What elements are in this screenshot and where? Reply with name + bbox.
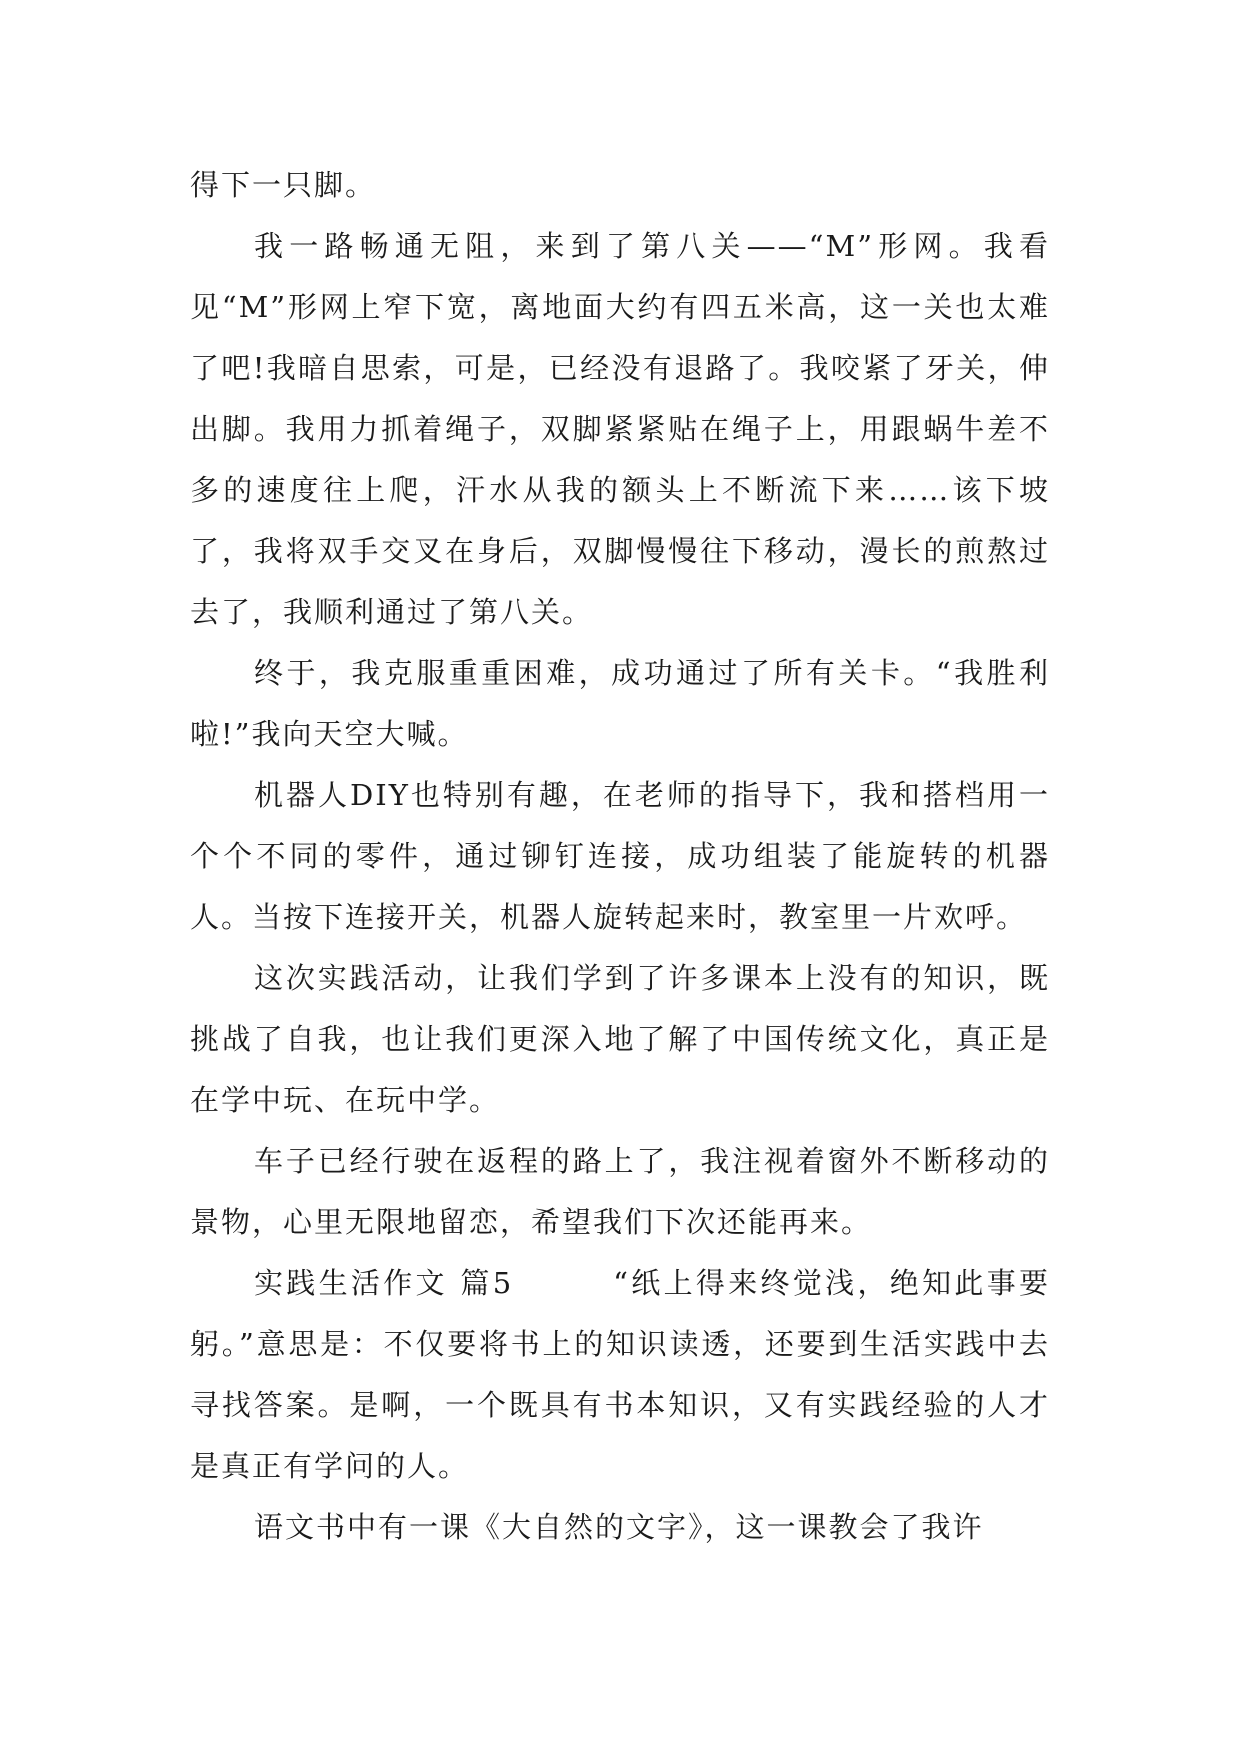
paragraph: 得下一只脚。 bbox=[190, 168, 377, 202]
paragraph: 这次实践活动，让我们学到了许多课本上没有的知识，既挑战了自我，也让我们更深入地了解了中国传统文化，真正是在学中玩、在玩中学。 bbox=[190, 961, 1050, 1117]
essay-text bbox=[190, 155, 1050, 1558]
article-5-text: “纸上得来终觉浅，绝知此事要躬。”意思是：不仅要将书上的知识读透，还要到生活实践中去寻找答案。是啊，一个既具有书本知识，又有实践经验的人才是真正有学问的人。 bbox=[190, 1266, 1051, 1483]
paragraph: 车子已经行驶在返程的路上了，我注视着窗外不断移动的景物，心里无限地留恋，希望我们下次还能再来。 bbox=[190, 1144, 1050, 1239]
paragraph: 终于，我克服重重困难，成功通过了所有关卡。“我胜利啦!”我向天空大喊。 bbox=[190, 656, 1050, 751]
paragraph: 语文书中有一课《大自然的文字》，这一课教会了我许 bbox=[254, 1510, 984, 1544]
article-5-paragraph bbox=[190, 1253, 1050, 1497]
article-heading: 实践生活作文 篇5 bbox=[254, 1266, 514, 1300]
paragraph: 我一路畅通无阻，来到了第八关——“M”形网。我看见“M”形网上窄下宽，离地面大约有四五米高，这一关也太难了吧!我暗自思索，可是，已经没有退路了。我咬紧了牙关，伸出脚。我用力抓着绳子，双脚紧紧贴在绳子上，用跟蜗牛差不多的速度往上爬，汗水从我的额头上不断流下来……该下坡了，我将双手交叉在身后，双脚慢慢往下移动，漫长的煎熬过去了，我顺利通过了第八关。 bbox=[190, 229, 1050, 629]
paragraph: 机器人DIY也特别有趣，在老师的指导下，我和搭档用一个个不同的零件，通过铆钉连接，成功组装了能旋转的机器人。当按下连接开关，机器人旋转起来时，教室里一片欢呼。 bbox=[190, 778, 1050, 934]
